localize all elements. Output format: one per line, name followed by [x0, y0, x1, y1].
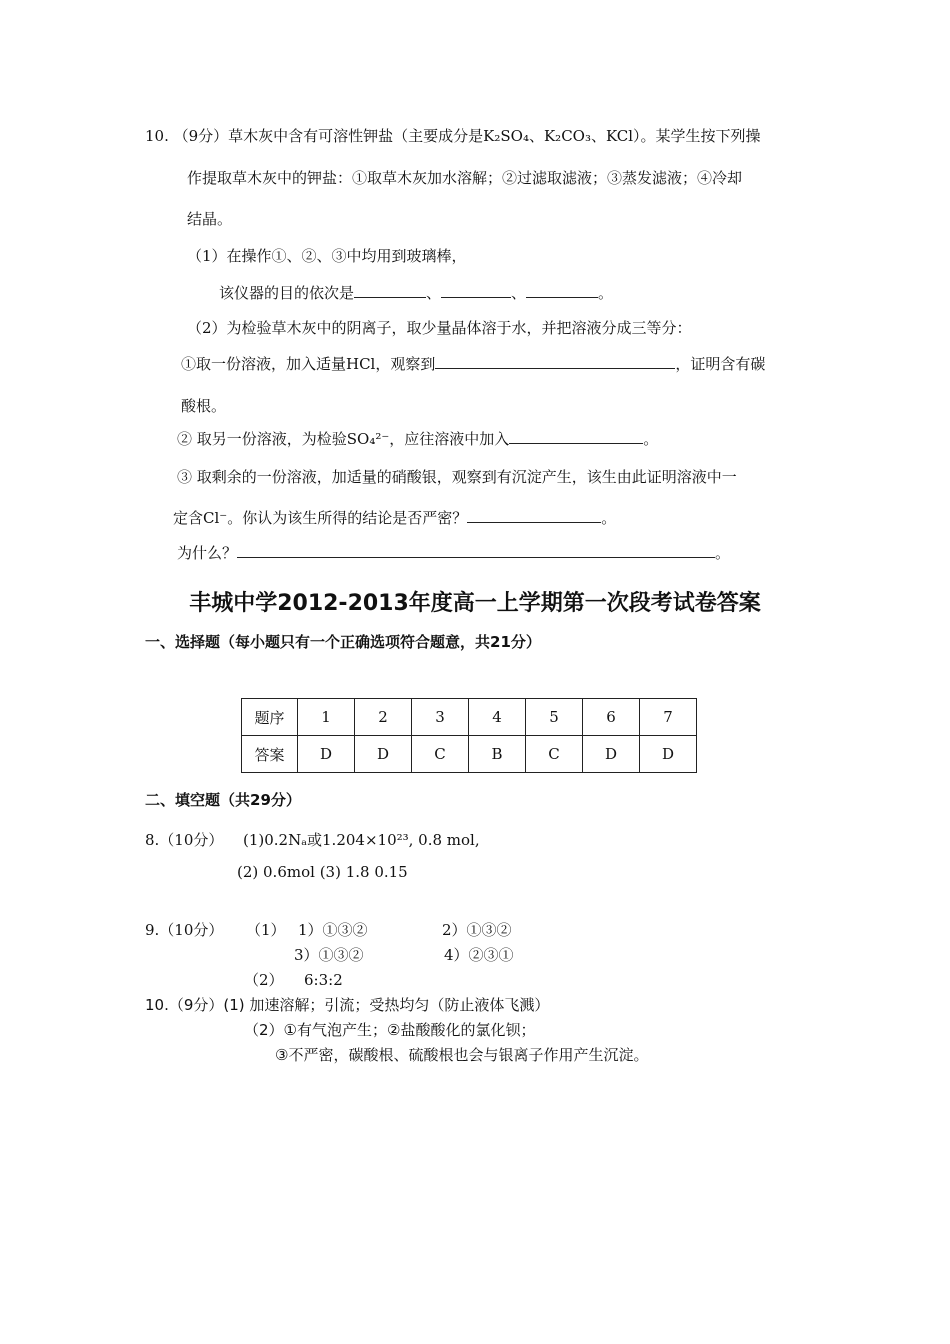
table-cell: 1: [298, 699, 355, 736]
table-cell: D: [298, 736, 355, 773]
table-cell: D: [355, 736, 412, 773]
answer-blank-7[interactable]: [237, 543, 715, 558]
table-cell: 4: [469, 699, 526, 736]
table-cell: C: [412, 736, 469, 773]
a9-part1: （1）: [246, 921, 286, 939]
item2-end: 。: [643, 430, 659, 448]
a9-part2: （2）: [244, 971, 284, 989]
end1: 。: [598, 284, 614, 302]
table-row: [242, 699, 697, 736]
q10-item3-a: ③ 取剩余的一份溶液，加适量的硝酸银，观察到有沉淀产生，该生由此证明溶液中一: [177, 468, 737, 486]
a9-r2: 2）①③②: [442, 921, 512, 939]
q10-item1-a: [181, 354, 765, 374]
q10-sub1-b: [219, 283, 613, 303]
a9-r5: 6:3:2: [304, 971, 343, 989]
answer-blank-3[interactable]: [526, 283, 598, 298]
item3-text: 定含Cl⁻。你认为该生所得的结论是否严密？: [173, 509, 468, 527]
table-cell: C: [526, 736, 583, 773]
a10-line3: ③不严密，碳酸根、硫酸根也会与银离子作用产生沉淀。: [275, 1046, 649, 1064]
item1-text: ①取一份溶液，加入适量HCl，观察到: [181, 355, 436, 373]
q10-item1-b: 酸根。: [181, 397, 227, 415]
a9-r4: 4）②③①: [444, 946, 514, 964]
item2-text: ② 取另一份溶液，为检验SO₄²⁻，应往溶液中加入: [177, 430, 510, 448]
answer-blank-5[interactable]: [509, 429, 643, 444]
answer-blank-6[interactable]: [467, 508, 601, 523]
section-2-heading: 二、填空题（共29分）: [145, 791, 301, 809]
q10-sub1-a: （1）在操作①、②、③中均用到玻璃棒，: [187, 247, 467, 265]
table-cell: 6: [583, 699, 640, 736]
table-cell: 5: [526, 699, 583, 736]
table-cell: 7: [640, 699, 697, 736]
q10-sub2-intro: （2）为检验草木灰中的阴离子，取少量晶体溶于水，并把溶液分成三等分：: [187, 319, 692, 337]
answer-blank-2[interactable]: [441, 283, 511, 298]
q10-line1: 10. （9分）草木灰中含有可溶性钾盐（主要成分是K₂SO₄、K₂CO₃、KCl）。某学生按下列操: [145, 127, 761, 145]
a8-line1: (1)0.2Nₐ或1.204×10²³, 0.8 mol,: [243, 831, 480, 849]
q10-item2: [177, 429, 658, 449]
q10-why: [177, 543, 730, 563]
why-end: 。: [715, 544, 731, 562]
table-cell: D: [640, 736, 697, 773]
a9-r1: 1）①③②: [298, 921, 368, 939]
section-1-heading: 一、选择题（每小题只有一个正确选项符合题意，共21分）: [145, 633, 541, 651]
q10-item3-b: [173, 508, 616, 528]
table-cell: 2: [355, 699, 412, 736]
sep2: 、: [511, 284, 527, 302]
item3-end: 。: [601, 509, 617, 527]
q10-line2: 作提取草木灰中的钾盐：①取草木灰加水溶解；②过滤取滤液；③蒸发滤液；④冷却: [187, 169, 743, 187]
answer-table: [241, 698, 697, 773]
a10-line2: （2）①有气泡产生；②盐酸酸化的氯化钡；: [244, 1021, 536, 1039]
table-cell: B: [469, 736, 526, 773]
sep1: 、: [426, 284, 442, 302]
q10-line3: 结晶。: [187, 210, 233, 228]
why-text: 为什么？: [177, 544, 238, 562]
a8-label: 8.（10分）: [145, 831, 224, 849]
sub1-prefix: 该仪器的目的依次是: [219, 284, 355, 302]
a10-line1: 10.（9分）(1) 加速溶解；引流；受热均匀（防止液体飞溅）: [145, 996, 550, 1014]
answer-title: 丰城中学2012-2013年度高一上学期第一次段考试卷答案: [189, 591, 761, 616]
item1-end: ，证明含有碳: [675, 355, 766, 373]
answer-blank-1[interactable]: [354, 283, 426, 298]
answer-label: 答案: [242, 736, 298, 773]
a9-label: 9.（10分）: [145, 921, 224, 939]
a9-r3: 3）①③②: [294, 946, 364, 964]
table-cell: D: [583, 736, 640, 773]
header-label: 题序: [242, 699, 298, 736]
table-cell: 3: [412, 699, 469, 736]
a8-line2: (2) 0.6mol (3) 1.8 0.15: [237, 863, 408, 881]
answer-blank-4[interactable]: [435, 354, 675, 369]
table-row: [242, 736, 697, 773]
